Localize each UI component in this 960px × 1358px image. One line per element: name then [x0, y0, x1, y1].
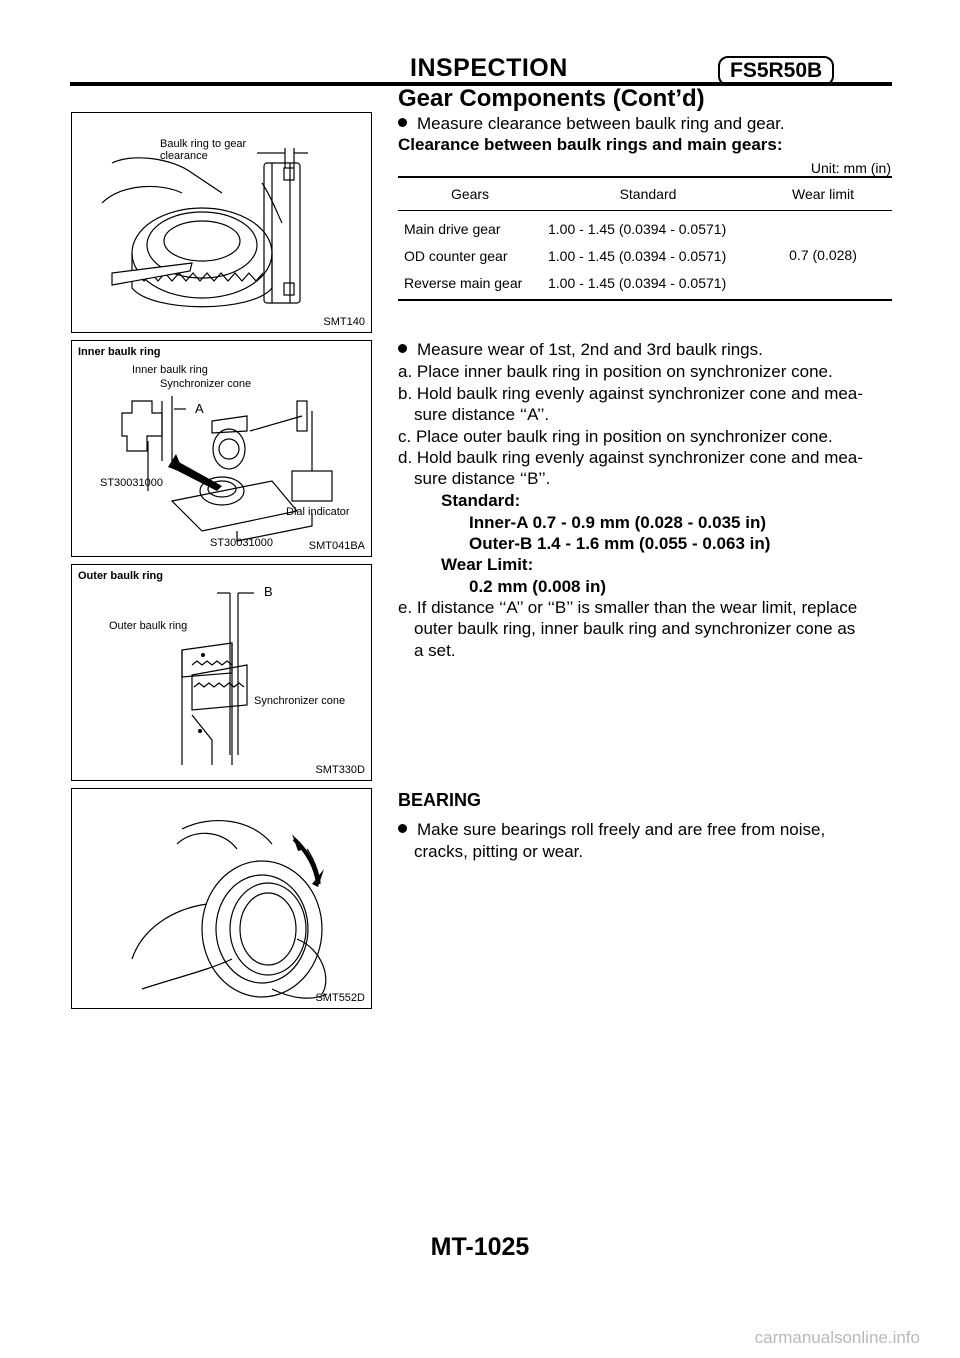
standard-label: Standard:	[441, 491, 521, 510]
bullet-icon	[398, 118, 407, 127]
step-c: c. Place outer baulk ring in position on synchronizer cone.	[398, 427, 833, 446]
bearing-line2: cracks, pitting or wear.	[414, 842, 584, 861]
clearance-bullet	[398, 114, 785, 134]
clearance-bullet-text: Measure clearance between baulk ring and gear.	[417, 114, 785, 133]
header-title: INSPECTION	[410, 54, 568, 82]
label-synchronizer-cone: Synchronizer cone	[160, 378, 252, 390]
label-dial-indicator: Dial indicator	[286, 506, 350, 518]
label-synchronizer-cone: Synchronizer cone	[254, 695, 346, 707]
bullet-icon	[398, 824, 407, 833]
cell-gear: Main drive gear	[404, 221, 501, 237]
table-row	[398, 211, 892, 241]
figure-id: SMT552D	[315, 992, 365, 1004]
cell-wear-limit: 0.7 (0.028)	[789, 247, 857, 263]
step-e-line2: outer baulk ring, inner baulk ring and synchronizer cone as	[414, 619, 856, 638]
watermark: carmanualsonline.info	[754, 1328, 920, 1347]
step-e-line1: e. If distance ‘‘A’’ or ‘‘B’’ is smaller than the wear limit, replace	[398, 598, 858, 617]
figure-id: SMT330D	[315, 764, 365, 776]
bearing-line1: Make sure bearings roll freely and are free from noise,	[417, 820, 826, 839]
label-distance-a: A	[195, 401, 204, 416]
wear-bullet-text: Measure wear of 1st, 2nd and 3rd baulk rings.	[417, 340, 763, 359]
label-distance-b: B	[264, 584, 273, 599]
page-number: MT-1025	[430, 1233, 530, 1261]
figure-caption: Outer baulk ring	[78, 570, 163, 582]
step-d-line1: d. Hold baulk ring evenly against synchronizer cone and mea-	[398, 448, 863, 467]
clearance-table-wrap	[398, 176, 892, 301]
cell-gear: OD counter gear	[404, 248, 508, 264]
section-title: Gear Components (Cont’d)	[398, 85, 705, 112]
bearing-inspection-illustration	[72, 789, 371, 1008]
figure-smt330d	[71, 564, 372, 781]
cell-gear: Reverse main gear	[404, 275, 523, 291]
inner-baulk-ring-measurement-illustration	[72, 341, 371, 556]
cell-standard: 1.00 - 1.45 (0.0394 - 0.0571)	[548, 248, 727, 264]
clearance-table	[398, 178, 892, 299]
figure-smt552d	[71, 788, 372, 1009]
cell-standard: 1.00 - 1.45 (0.0394 - 0.0571)	[548, 275, 727, 291]
wear-limit-value: 0.2 mm (0.008 in)	[469, 577, 607, 596]
label-inner-baulk-ring: Inner baulk ring	[132, 364, 208, 376]
unit-note: Unit: mm (in)	[810, 160, 891, 176]
label-baulk-ring-clearance: Baulk ring to gear clearance	[160, 138, 247, 162]
step-a: a. Place inner baulk ring in position on synchronizer cone.	[398, 362, 833, 381]
label-tool-st30031000: ST30031000	[100, 477, 163, 489]
figure-id: SMT041BA	[308, 540, 365, 552]
step-b-line2: sure distance ‘‘A’’.	[414, 405, 550, 424]
col-header-gears: Gears	[398, 178, 542, 211]
label-outer-baulk-ring: Outer baulk ring	[109, 620, 188, 632]
col-header-standard: Standard	[542, 178, 754, 211]
label-tool-st30031000-2: ST30031000	[210, 537, 273, 549]
bullet-icon	[398, 344, 407, 353]
figure-smt041ba	[71, 340, 372, 557]
step-d-line2: sure distance ‘‘B’’.	[414, 469, 551, 488]
standard-inner-a: Inner-A 0.7 - 0.9 mm (0.028 - 0.035 in)	[469, 513, 766, 532]
table-bottom-rule	[398, 299, 892, 301]
col-header-wear-limit: Wear limit	[754, 178, 892, 211]
step-e-line3: a set.	[414, 641, 456, 660]
figure-smt140	[71, 112, 372, 333]
bearing-bullet	[398, 820, 825, 840]
wear-limit-label: Wear Limit:	[441, 555, 534, 574]
figure-caption: Inner baulk ring	[78, 346, 161, 358]
outer-baulk-ring-measurement-illustration	[72, 565, 371, 780]
clearance-heading: Clearance between baulk rings and main gears:	[398, 135, 783, 154]
standard-outer-b: Outer-B 1.4 - 1.6 mm (0.055 - 0.063 in)	[469, 534, 771, 553]
figure-id: SMT140	[323, 316, 365, 328]
bearing-heading: BEARING	[398, 790, 482, 810]
wear-bullet	[398, 340, 763, 360]
step-b-line1: b. Hold baulk ring evenly against synchronizer cone and mea-	[398, 384, 863, 403]
header-code-badge: FS5R50B	[718, 56, 834, 86]
cell-standard: 1.00 - 1.45 (0.0394 - 0.0571)	[548, 221, 727, 237]
table-header-row	[398, 178, 892, 211]
